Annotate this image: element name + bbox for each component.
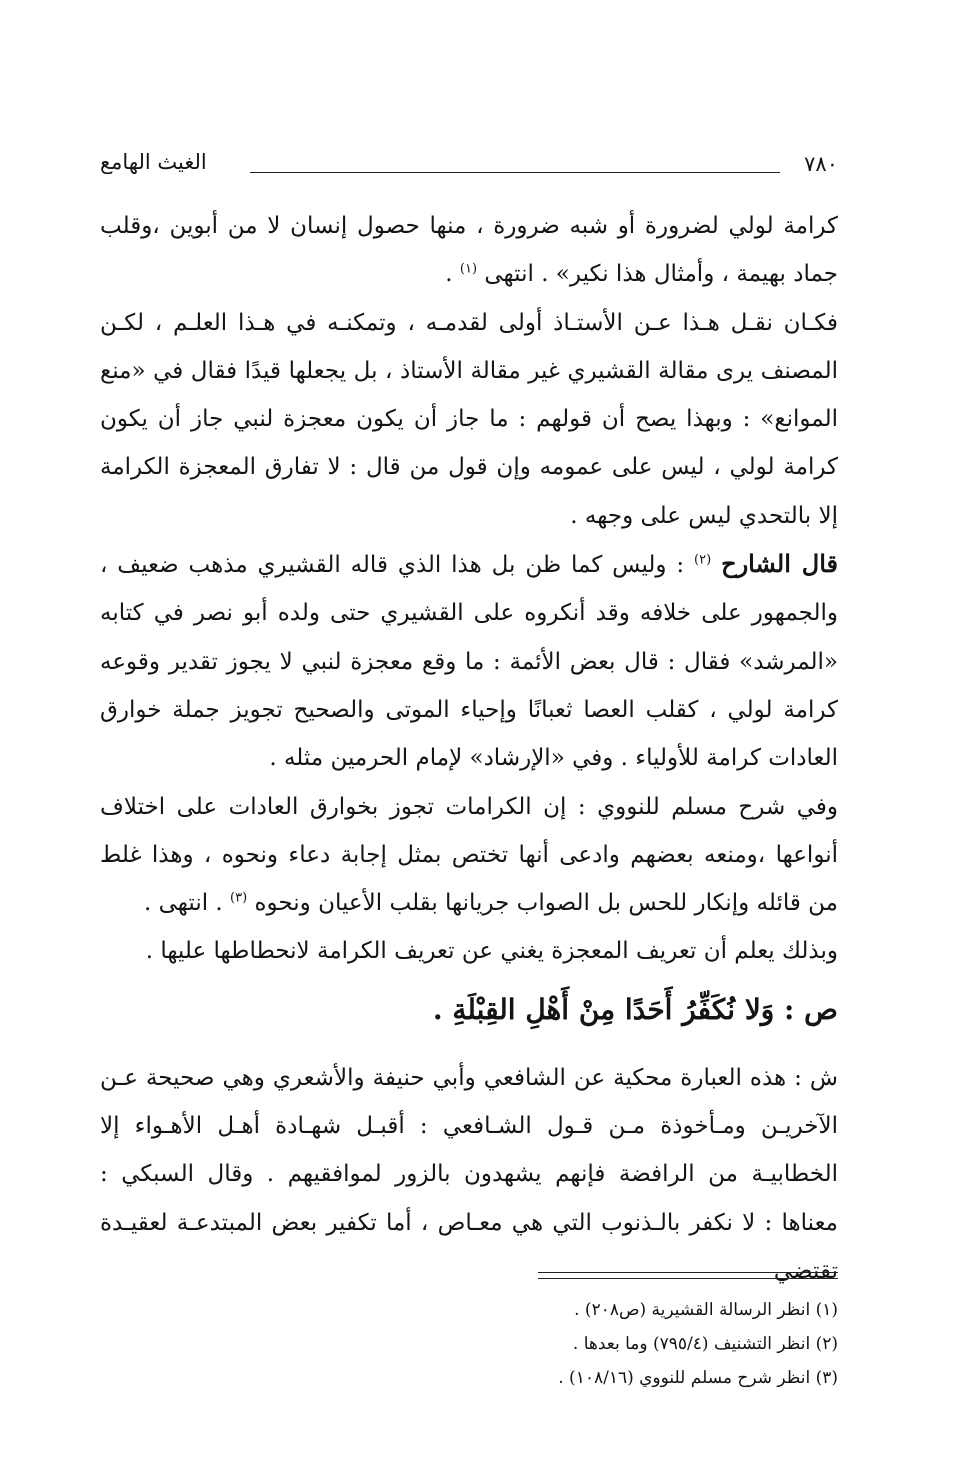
- paragraph-4: [100, 783, 838, 928]
- paragraph-4-text: وفي شرح مسلم للنووي : إن الكرامات تجوز بخوارق العادات على اختلاف أنواعها ،ومنعه بعضهم وادعى أنها تختص بمثل إجابة دعاء ونحوه ، وهذا غلط من قائله وإنكار للحس بل الصواب جريانها بقلب الأعيان ونحوه: [100, 793, 838, 917]
- commentator-lead: قال الشارح: [721, 549, 839, 579]
- footnote-ref-2[interactable]: (٢): [694, 552, 712, 568]
- main-text: [100, 202, 838, 1295]
- header-rule: [250, 172, 780, 173]
- footnote-separator: [538, 1272, 838, 1279]
- paragraph-1: [100, 202, 838, 299]
- paragraph-4-end: . انتهى .: [143, 890, 231, 917]
- paragraph-6: ش : هذه العبارة محكية عن الشافعي وأبي حنيفة والأشعري وهي صحيحة عـن الآخريـن ومـأخوذة مـن قـول الشـافعي : أقبـل شهـادة أهـل الأهـواء إلا الخطابيـة من الرافضة فإنهم يشهدون بالزور لموافقيهم . وقال السبكي : معناها : لا نكفر بالـذنوب التي هي معـاص ، أما تكفير بعض المبتدعـة لعقيـدة تقتضي: [100, 1064, 838, 1284]
- paragraph-3: [100, 540, 838, 782]
- footnote-ref-3[interactable]: (٣): [230, 890, 248, 906]
- book-title: الغيث الهامع: [100, 150, 207, 174]
- footnotes: [238, 1293, 838, 1395]
- footnote-ref-1[interactable]: (١): [459, 261, 478, 277]
- running-header: [100, 150, 838, 186]
- paragraph-2: فكـان نقـل هـذا عـن الأستـاذ أولى لقدمـه ، وتمكنـه في هـذا العلـم ، لكـن المصنف يرى مقالة القشيري غير مقالة الأستاذ ، بل يجعلها قيدًا فقال في «منع الموانع» : وبهذا يصح أن قولهم : ما جاز أن يكون معجزة لنبي جاز أن يكون كرامة لولي ، ليس على عمومه وإن قول من قال : لا تفارق المعجزة الكرامة إلا بالتحدي ليس على وجهه .: [100, 309, 838, 529]
- paragraph-3-text: : وليس كما ظن بل هذا الذي قاله القشيري مذهب ضعيف ، والجمهور على خلافه وقد أنكروه على القشيري حتى ولده أبو نصر في كتابه «المرشد» فقال : قال بعض الأئمة : ما وقع معجزة لنبي لا يجوز تقدير وقوعه كرامة لولي ، كقلب العصا ثعبانًا وإحياء الموتى والصحيح تجويز جملة خوارق العادات كرامة للأولياء . وفي «الإرشاد» لإمام الحرمين مثله .: [100, 552, 838, 772]
- paragraph-1-end: .: [445, 261, 460, 288]
- page-number: ٧٨٠: [804, 152, 838, 176]
- footnote-3: (٣) انظر شرح مسلم للنووي (١٠٨/١٦) .: [558, 1368, 838, 1388]
- footnote-2: (٢) انظر التشنيف (٧٩٥/٤) وما بعدها .: [572, 1334, 838, 1354]
- matn-heading: ص : وَلا نُكَفِّرُ أَحَدًا مِنْ أَهْلِ القِبْلَةِ .: [432, 992, 838, 1026]
- footnote-1: (١) انظر الرسالة القشيرية (ص٢٠٨) .: [574, 1300, 838, 1320]
- paragraph-5: وبذلك يعلم أن تعريف المعجزة يغني عن تعريف الكرامة لانحطاطها عليها .: [145, 938, 838, 965]
- paragraph-1-text: كرامة لولي لضرورة أو شبه ضرورة ، منها حصول إنسان لا من أبوين ،وقلب جماد بهيمة ، وأمثال هذا نكير» . انتهى: [100, 213, 838, 288]
